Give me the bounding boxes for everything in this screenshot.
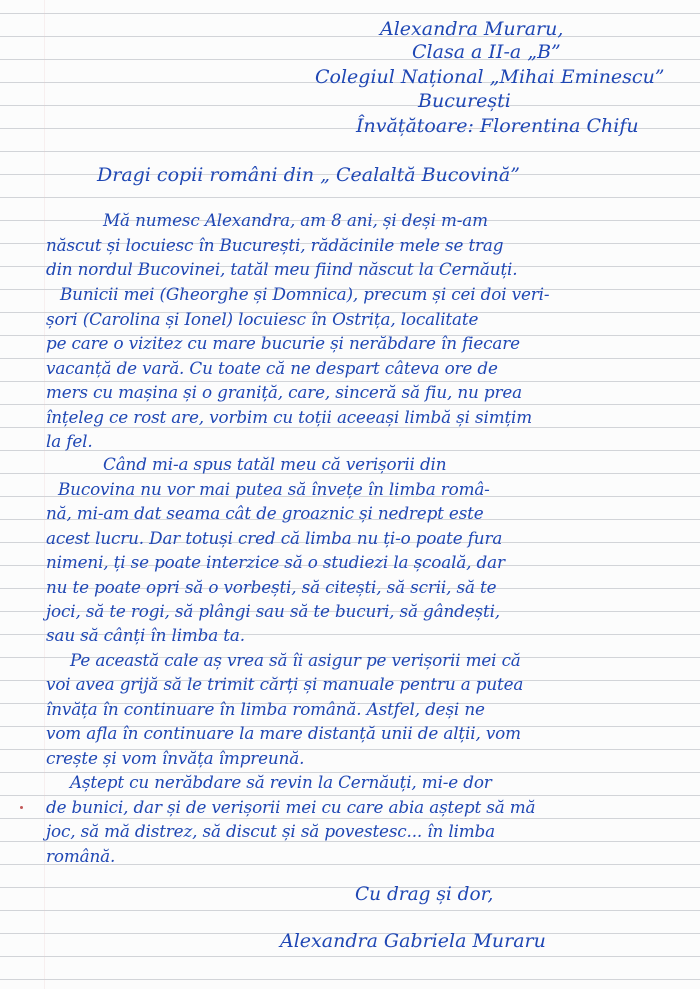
header-name: Alexandra Muraru, — [380, 18, 564, 40]
body-line: vacanță de vară. Cu toate că ne despart câteva ore de — [46, 358, 498, 378]
body-line: română. — [46, 846, 116, 866]
header-teacher: Învățătoare: Florentina Chifu — [356, 115, 639, 137]
header-school: Colegiul Național „Mihai Eminescu” — [315, 66, 665, 88]
body-line: Aștept cu nerăbdare să revin la Cernăuți, mi-e dor — [70, 772, 492, 792]
body-line: șori (Carolina și Ionel) locuiesc în Ostrița, localitate — [46, 309, 479, 329]
body-line: Bunicii mei (Gheorghe și Domnica), precum și cei doi veri- — [60, 284, 550, 304]
body-line: acest lucru. Dar totuși cred că limba nu ți-o poate fura — [46, 528, 503, 548]
header-class: Clasa a II-a „B” — [412, 41, 561, 63]
margin-line — [44, 0, 45, 989]
body-line: voi avea grijă să le trimit cărți și manuale pentru a putea — [46, 674, 524, 694]
body-line: crește și vom învăța împreună. — [46, 748, 305, 768]
body-line: mers cu mașina și o graniță, care, sinceră să fiu, nu prea — [46, 382, 522, 402]
body-line: din nordul Bucovinei, tatăl meu fiind născut la Cernăuți. — [46, 259, 518, 279]
body-line: nă, mi-am dat seama cât de groaznic și nedrept este — [46, 503, 484, 523]
body-line: pe care o vizitez cu mare bucurie și nerăbdare în fiecare — [46, 333, 520, 353]
body-line: Când mi-a spus tatăl meu că verișorii din — [103, 454, 447, 474]
body-line: joc, să mă distrez, să discut și să povestesc... în limba — [46, 821, 495, 841]
body-line: înțeleg ce rost are, vorbim cu toții aceeași limbă și simțim — [46, 407, 533, 427]
ink-speck — [20, 806, 23, 809]
header-city: București — [418, 90, 511, 112]
closing-line: Cu drag și dor, — [355, 884, 494, 905]
signature: Alexandra Gabriela Muraru — [280, 930, 546, 952]
body-line: Pe această cale aș vrea să îi asigur pe verișorii mei că — [70, 650, 521, 670]
body-line: născut și locuiesc în București, rădăcinile mele se trag — [46, 235, 504, 255]
body-line: învăța în continuare în limba română. Astfel, deși ne — [46, 699, 485, 719]
body-line: Bucovina nu vor mai putea să învețe în limba româ- — [58, 479, 490, 499]
body-line: sau să cânți în limba ta. — [46, 625, 245, 645]
body-line: nimeni, ți se poate interzice să o studiezi la școală, dar — [46, 552, 505, 572]
body-line: nu te poate opri să o vorbești, să citești, să scrii, să te — [46, 577, 497, 597]
body-line: vom afla în continuare la mare distanță unii de alții, vom — [46, 723, 521, 743]
body-line: de bunici, dar și de verișorii mei cu care abia aștept să mă — [46, 797, 536, 817]
body-line: Mă numesc Alexandra, am 8 ani, și deși m-am — [103, 210, 488, 230]
letter-title: Dragi copii români din „ Cealaltă Bucovină” — [97, 164, 520, 186]
body-line: la fel. — [46, 431, 93, 451]
body-line: joci, să te rogi, să plângi sau să te bucuri, să gândești, — [46, 601, 500, 621]
